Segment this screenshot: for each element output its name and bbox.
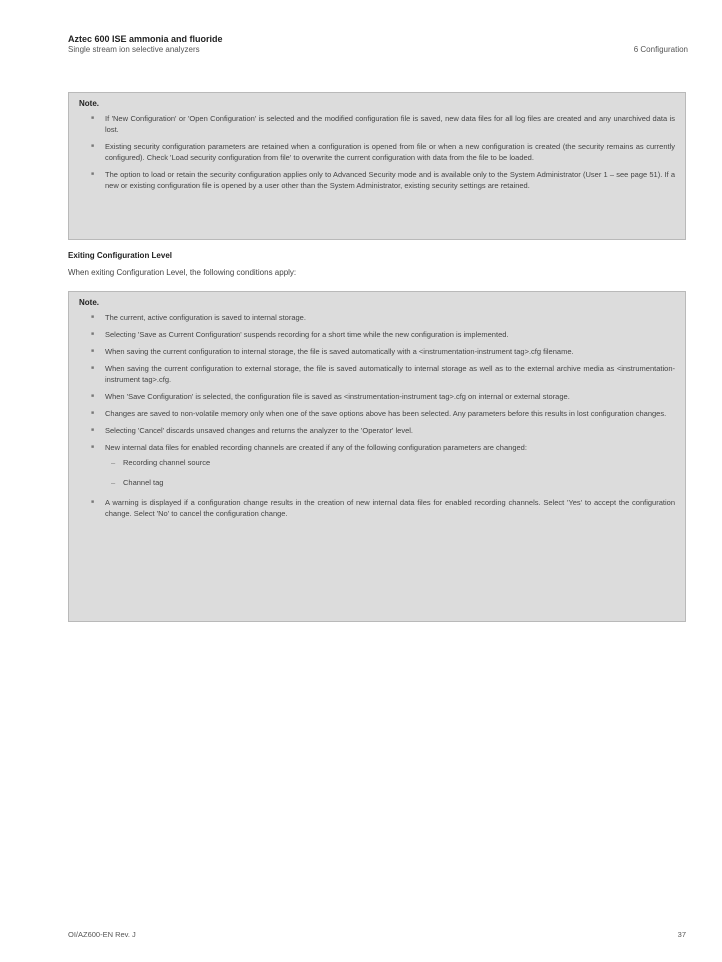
note-item: ■ Selecting 'Save as Current Configuration' suspends recording for a short time while the new configuration is implemented.	[79, 329, 675, 340]
note-item: ■ When saving the current configuration to internal storage, the file is saved automatically with a <instrumentation-instrument tag>.cfg filename.	[79, 346, 675, 357]
note-item-with-sublist	[79, 442, 675, 488]
note-item: ■ If 'New Configuration' or 'Open Configuration' is selected and the modified configuration file is saved, new data files for all log files are created and any unarchived data is lost.	[79, 113, 675, 135]
note-item: ■ Changes are saved to non-volatile memory only when one of the save options above has been selected. Any parameters before this results in lost configuration changes.	[79, 408, 675, 419]
note-box-configuration	[68, 92, 686, 240]
note-item: ■ When saving the current configuration to external storage, the file is saved automatically to internal storage as well as to the external archive media as <instrumentation-instrument tag>.cfg.	[79, 363, 675, 385]
sub-list	[105, 457, 675, 488]
note-list	[79, 113, 675, 191]
note-item-text: New internal data files for enabled recording channels are created if any of the following configuration parameters are changed:	[105, 443, 527, 452]
note-title: Note.	[79, 99, 99, 108]
note-item: ■ When 'Save Configuration' is selected, the configuration file is saved as <instrumentation-instrument tag>.cfg on internal or external storage.	[79, 391, 675, 402]
page-header	[68, 34, 688, 55]
note-title: Note.	[79, 298, 99, 307]
note-list	[79, 312, 675, 519]
section-label: 6 Configuration	[633, 45, 688, 54]
document-subtitle: Single stream ion selective analyzers	[68, 45, 200, 54]
note-item: ■ A warning is displayed if a configuration change results in the creation of new internal data files for enabled recording channels. Select 'Yes' to accept the configuration change. Select 'No' to cancel the configuration change.	[79, 497, 675, 519]
sub-item: – Channel tag	[105, 477, 675, 488]
footer-page-number: 37	[677, 930, 686, 939]
note-item: ■ Existing security configuration parameters are retained when a configuration is opened from file or when a new configuration is created (the security remains as currently configured). Check 'Load security configuration from file' to overwrite the current configuration with data from the file to be loaded.	[79, 141, 675, 163]
note-item: ■ The current, active configuration is saved to internal storage.	[79, 312, 675, 323]
note-item: ■ Selecting 'Cancel' discards unsaved changes and returns the analyzer to the 'Operator' level.	[79, 425, 675, 436]
section-heading: Exiting Configuration Level	[68, 251, 173, 260]
note-box-exiting	[68, 291, 686, 622]
document-title: Aztec 600 ISE ammonia and fluoride	[68, 34, 223, 44]
sub-item: – Recording channel source	[105, 457, 675, 468]
footer-doc-number: OI/AZ600-EN Rev. J	[68, 930, 136, 939]
section-intro: When exiting Configuration Level, the following conditions apply:	[68, 268, 297, 277]
note-item: ■ The option to load or retain the security configuration applies only to Advanced Security mode and is available only to the System Administrator (User 1 – see page 51). If a new or existing configuration file is opened by a user other than the System Administrator, existing security settings are retained.	[79, 169, 675, 191]
